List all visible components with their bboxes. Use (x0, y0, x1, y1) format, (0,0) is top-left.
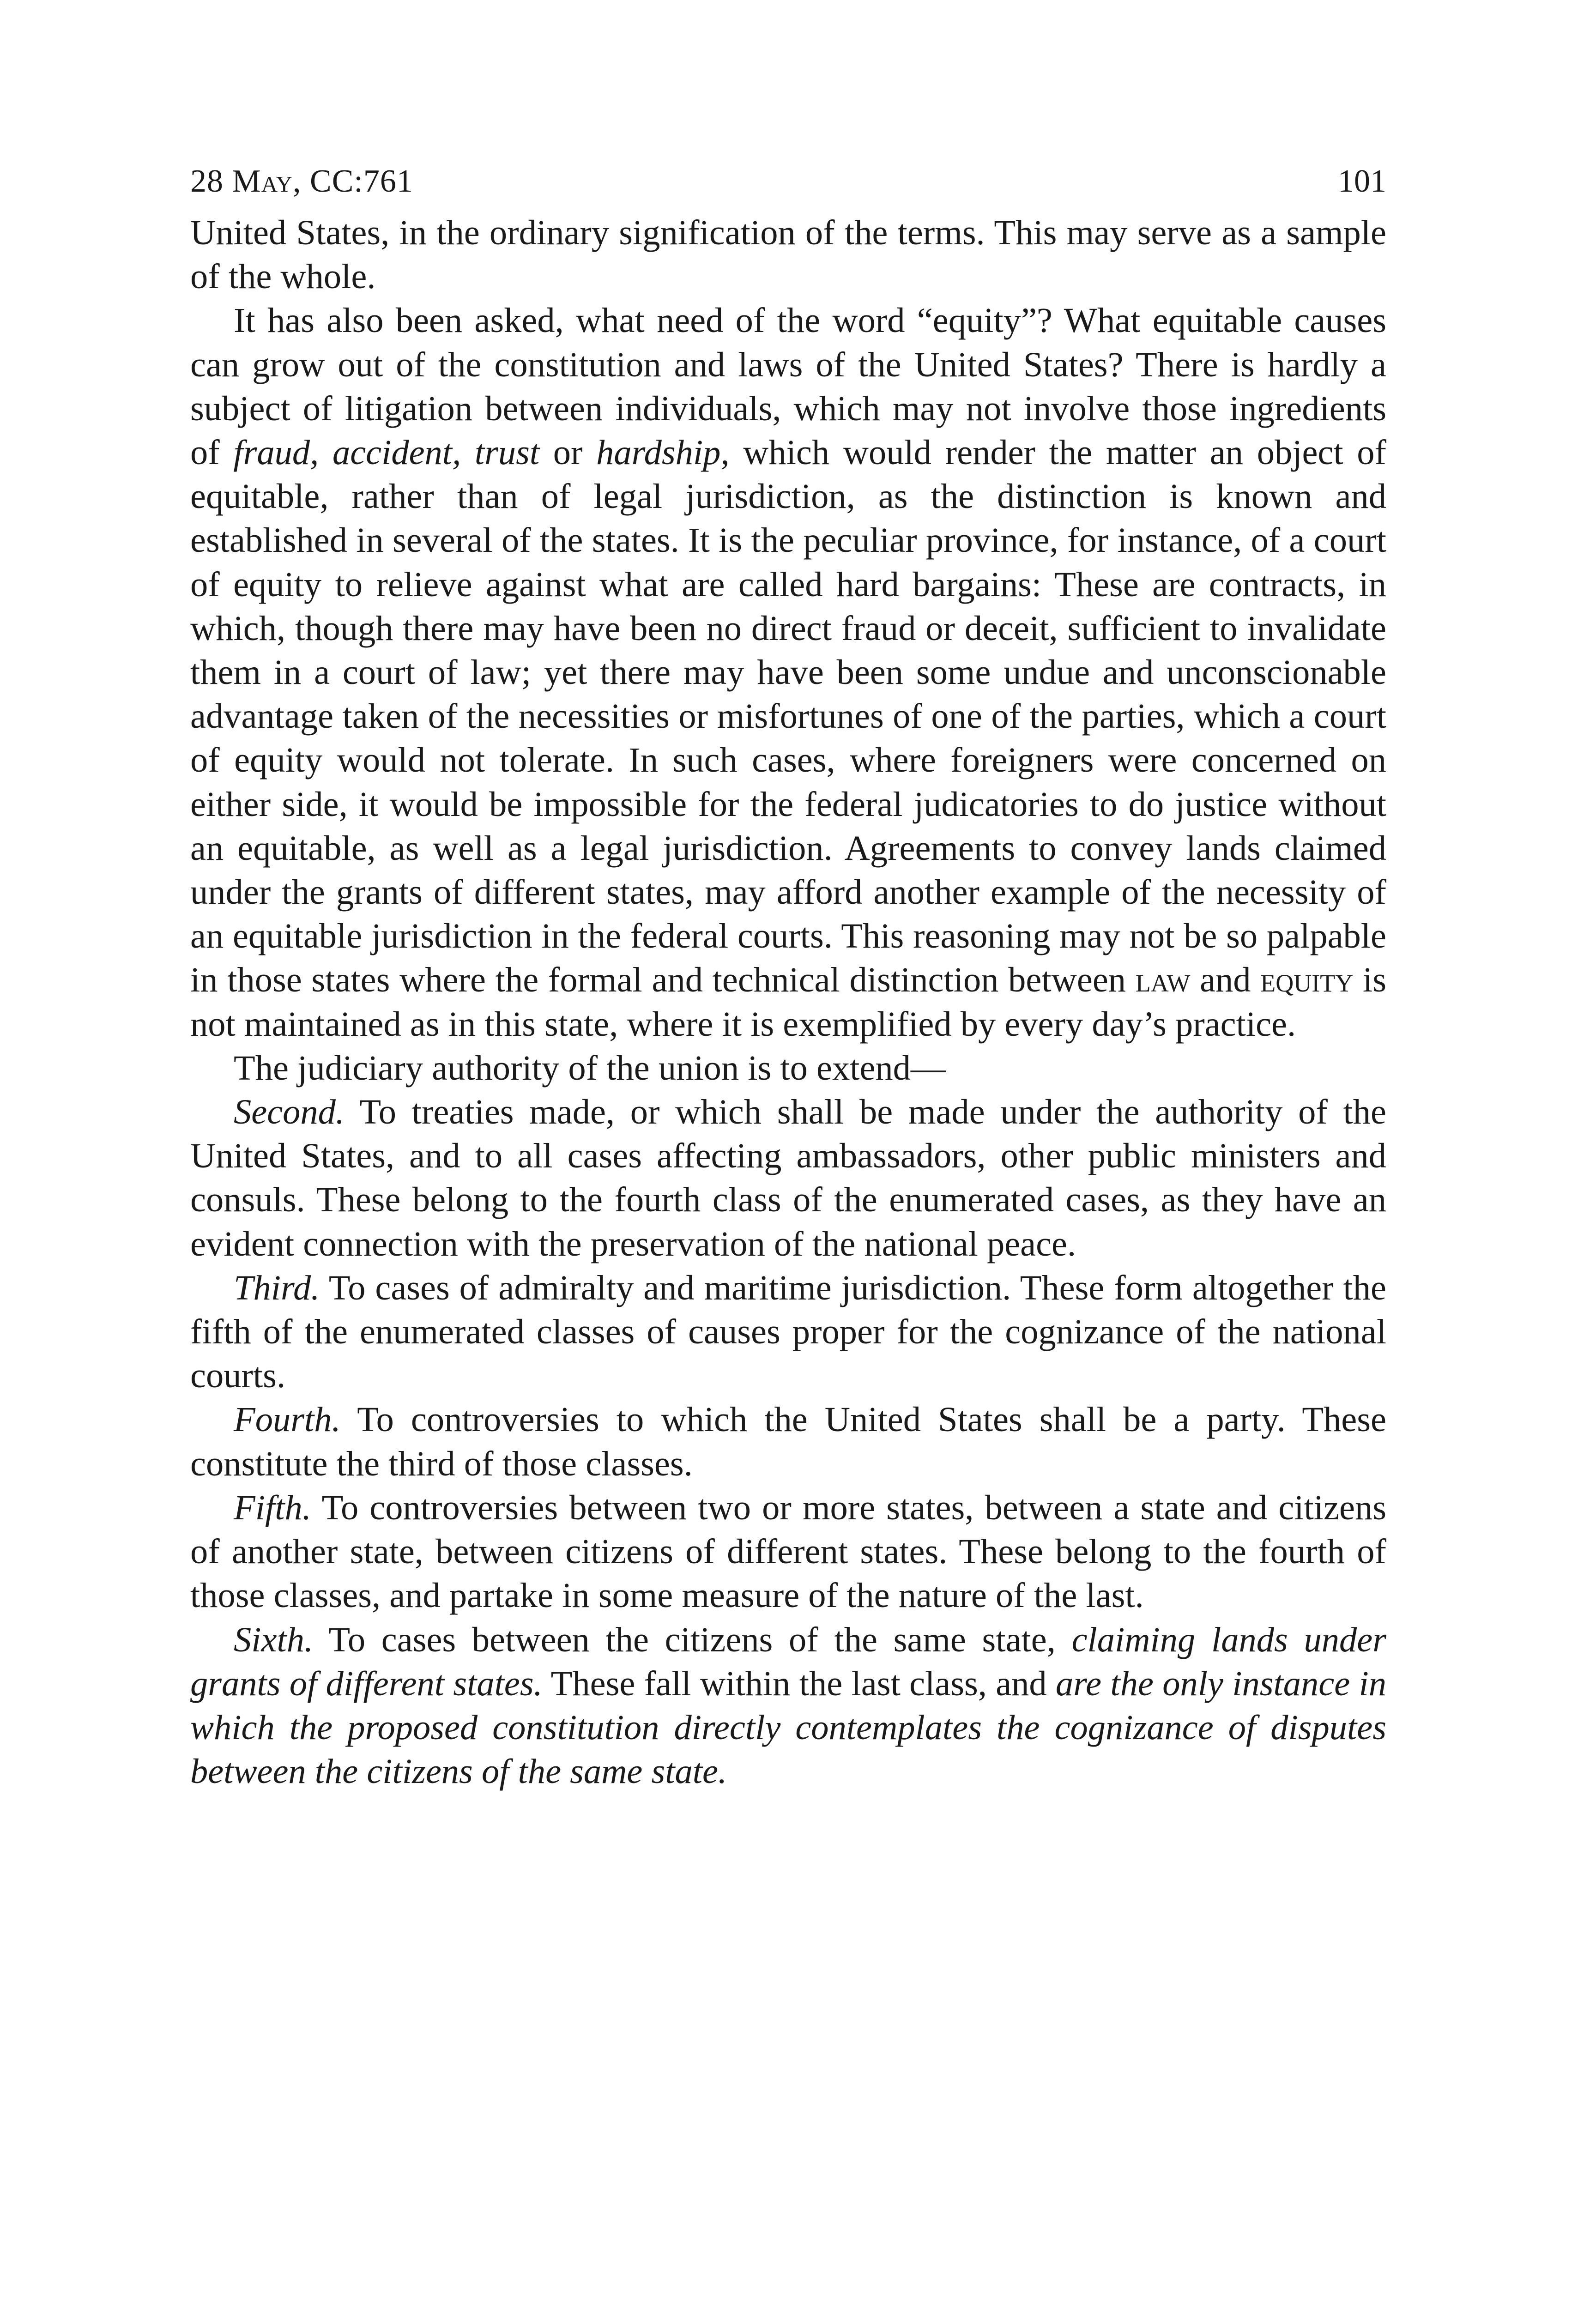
paragraph (190, 1618, 1386, 1794)
paragraph (190, 1486, 1386, 1618)
italic-run: claiming lands under grants of different states. (190, 1620, 1386, 1703)
text-run: which would render the matter an object of equitable, rather than of legal jurisdiction, as the distinction is known and established in several of the states. It is the peculiar province, for instance, of a court of equity to relieve against what are called hard bargains: These are contracts, in which, though there may have been no direct fraud or deceit, sufficient to invalidate them in a court of law; yet there may have been some undue and unconscionable advantage taken of the necessities or misfortunes of one of the parties, which a court of equity would not tolerate. In such cases, where foreigners were concerned on either side, it would be impossible for the federal judicatories to do justice without an equitable, as well as a legal jurisdiction. Agreements to convey lands claimed under the grants of different states, may afford another example of the necessity of an equitable jurisdiction in the federal courts. This reasoning may not be so palpable in those states where the formal and technical distinction between (190, 433, 1386, 1000)
text-run: To treaties made, or which shall be made under the authority of the United States, and to all cases affecting ambassadors, other public ministers and consuls. These belong to the fourth class of the enumerated cases, as they have an evident connection with the preservation of the national peace. (190, 1092, 1386, 1263)
italic-run: are the only instance in which the proposed constitution directly contemplates the cognizance of disputes between the citizens of the same state. (190, 1663, 1386, 1791)
text-run: The judiciary authority of the union is to extend— (234, 1048, 946, 1088)
body-text (190, 211, 1386, 1793)
running-head-document-id: , CC:761 (293, 163, 413, 199)
text-run: To controversies to which the United States shall be a party. These constitute the third of those classes. (190, 1400, 1386, 1483)
italic-run: hardship, (596, 433, 730, 472)
paragraph (190, 211, 1386, 298)
paragraph (190, 298, 1386, 1046)
text-run: is not maintained as in this state, where it is exemplified by every day’s practice. (190, 960, 1386, 1044)
paragraph (190, 1397, 1386, 1485)
paragraph (190, 1046, 1386, 1090)
running-head-month: May (232, 163, 293, 199)
italic-run: Sixth. (234, 1620, 314, 1659)
text-run: To cases of admiralty and maritime jurisdiction. These form altogether the fifth of the enumerated classes of causes proper for the cognizance of the national courts. (190, 1268, 1386, 1396)
italic-run: Fourth. (234, 1400, 341, 1439)
italic-run: Third. (234, 1268, 320, 1307)
paragraph (190, 1266, 1386, 1398)
italic-run: Fifth. (234, 1487, 311, 1527)
small-caps-run: equity (1260, 960, 1354, 1000)
text-run: To controversies between two or more states, between a state and citizens of another state, between citizens of different states. These belong to the fourth of those classes, and partake in some measure of the nature of the last. (190, 1487, 1386, 1615)
text-run: United States, in the ordinary signification of the terms. This may serve as a sample of the whole. (190, 213, 1386, 296)
text-run: or (539, 433, 597, 472)
running-head (190, 152, 1386, 203)
italic-run: Second. (234, 1092, 345, 1132)
text-run: and (1190, 960, 1261, 1000)
running-head-left (190, 165, 413, 198)
page-number: 101 (1338, 163, 1386, 199)
text-run: To cases between the citizens of the same state, (313, 1620, 1072, 1659)
small-caps-run: law (1135, 960, 1191, 1000)
text-run: These fall within the last class, and (542, 1663, 1056, 1703)
document-page (190, 152, 1386, 1793)
italic-run: fraud, accident, trust (233, 433, 540, 472)
running-head-date-day: 28 (190, 163, 232, 199)
paragraph (190, 1090, 1386, 1266)
text-run: It has also been asked, what need of the word “equity”? What equitable causes can grow out of the constitution and laws of the United States? There is hardly a subject of litigation between individuals, which may not involve those ingredients of (190, 301, 1386, 472)
